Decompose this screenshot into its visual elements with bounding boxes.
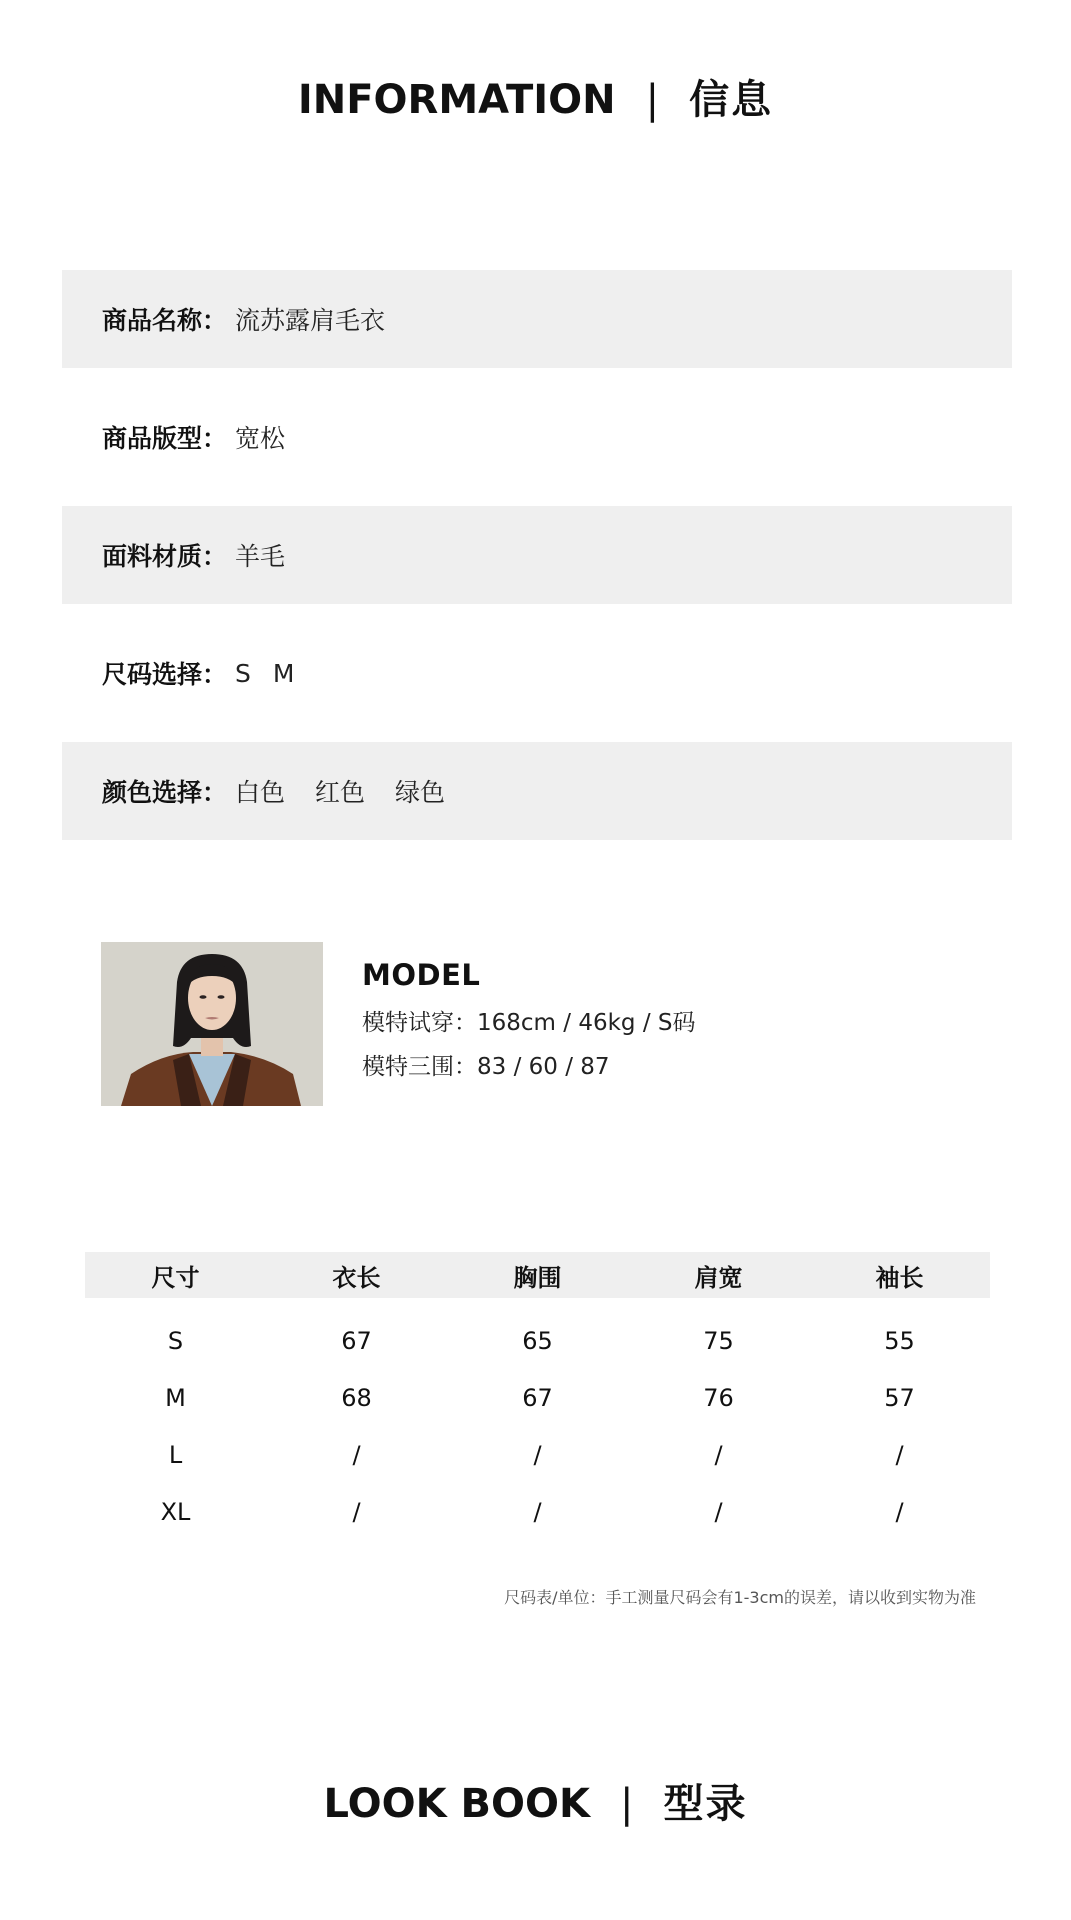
information-heading-en: INFORMATION (297, 77, 616, 123)
size-cell: 67 (522, 1383, 553, 1412)
info-value (235, 419, 315, 455)
lookbook-heading-en: LOOK BOOK (323, 1781, 590, 1827)
size-cell: / (533, 1440, 542, 1469)
table-row (85, 1369, 990, 1426)
size-cell: L (168, 1440, 183, 1469)
size-cell: / (533, 1497, 542, 1526)
size-cell: 76 (703, 1383, 734, 1412)
model-photo (101, 942, 323, 1106)
size-cell: / (895, 1497, 904, 1526)
size-table-header: 袖长 (809, 1252, 990, 1298)
size-cell: / (352, 1440, 361, 1469)
size-cell: M (165, 1383, 186, 1412)
size-cell: / (352, 1497, 361, 1526)
size-table-note: 尺码表/单位：手工测量尺码会有1-3cm的误差，请以收到实物为准 (504, 1588, 976, 1607)
color-option: 白色 (235, 778, 286, 807)
size-option: M (272, 658, 295, 688)
lookbook-heading-zh: 型录 (663, 1781, 748, 1827)
info-value (235, 301, 415, 337)
info-value (235, 537, 315, 573)
heading-separator: | (645, 77, 660, 123)
size-cell: XL (160, 1497, 191, 1526)
info-label: 商品名称： (102, 306, 228, 335)
size-cell: 57 (884, 1383, 915, 1412)
table-row (85, 1426, 990, 1483)
product-info-list (62, 270, 1012, 860)
model-title: MODEL (362, 958, 481, 992)
size-cell: / (714, 1497, 723, 1526)
info-label: 尺码选择： (102, 660, 228, 689)
info-value (235, 773, 475, 809)
size-cell: 67 (341, 1326, 372, 1355)
table-row (85, 1298, 990, 1369)
size-table-header-row (85, 1252, 990, 1298)
color-option: 绿色 (395, 778, 446, 807)
color-option: 红色 (315, 778, 366, 807)
info-row-material (62, 506, 1012, 604)
information-heading (0, 70, 1071, 130)
info-label: 面料材质： (102, 542, 228, 571)
size-table-header: 肩宽 (628, 1252, 809, 1298)
material-value: 羊毛 (235, 542, 286, 571)
size-cell: 55 (884, 1326, 915, 1355)
size-cell: 75 (703, 1326, 734, 1355)
size-table (85, 1252, 990, 1540)
info-row-color (62, 742, 1012, 840)
product-name-value: 流苏露肩毛衣 (235, 306, 386, 335)
info-row-name (62, 270, 1012, 368)
info-value (235, 659, 324, 688)
lookbook-heading (0, 1774, 1071, 1834)
size-cell: S (167, 1326, 184, 1355)
size-cell: 65 (522, 1326, 553, 1355)
size-table-header: 胸围 (447, 1252, 628, 1298)
size-cell: / (714, 1440, 723, 1469)
size-cell: / (895, 1440, 904, 1469)
table-row (85, 1483, 990, 1540)
fit-value: 宽松 (235, 424, 286, 453)
info-row-size (62, 624, 1012, 722)
size-cell: 68 (341, 1383, 372, 1412)
info-label: 颜色选择： (102, 778, 228, 807)
model-info (362, 955, 962, 1089)
info-label: 商品版型： (102, 424, 228, 453)
information-heading-zh: 信息 (689, 77, 774, 123)
size-option: S (235, 658, 251, 688)
size-table-header: 尺寸 (85, 1252, 266, 1298)
heading-separator: | (620, 1781, 634, 1827)
model-measurements: 模特三围：83 / 60 / 87 (362, 1054, 610, 1080)
size-table-header: 衣长 (266, 1252, 447, 1298)
info-row-fit (62, 388, 1012, 486)
model-fitting: 模特试穿：168cm / 46kg / S码 (362, 1010, 696, 1036)
